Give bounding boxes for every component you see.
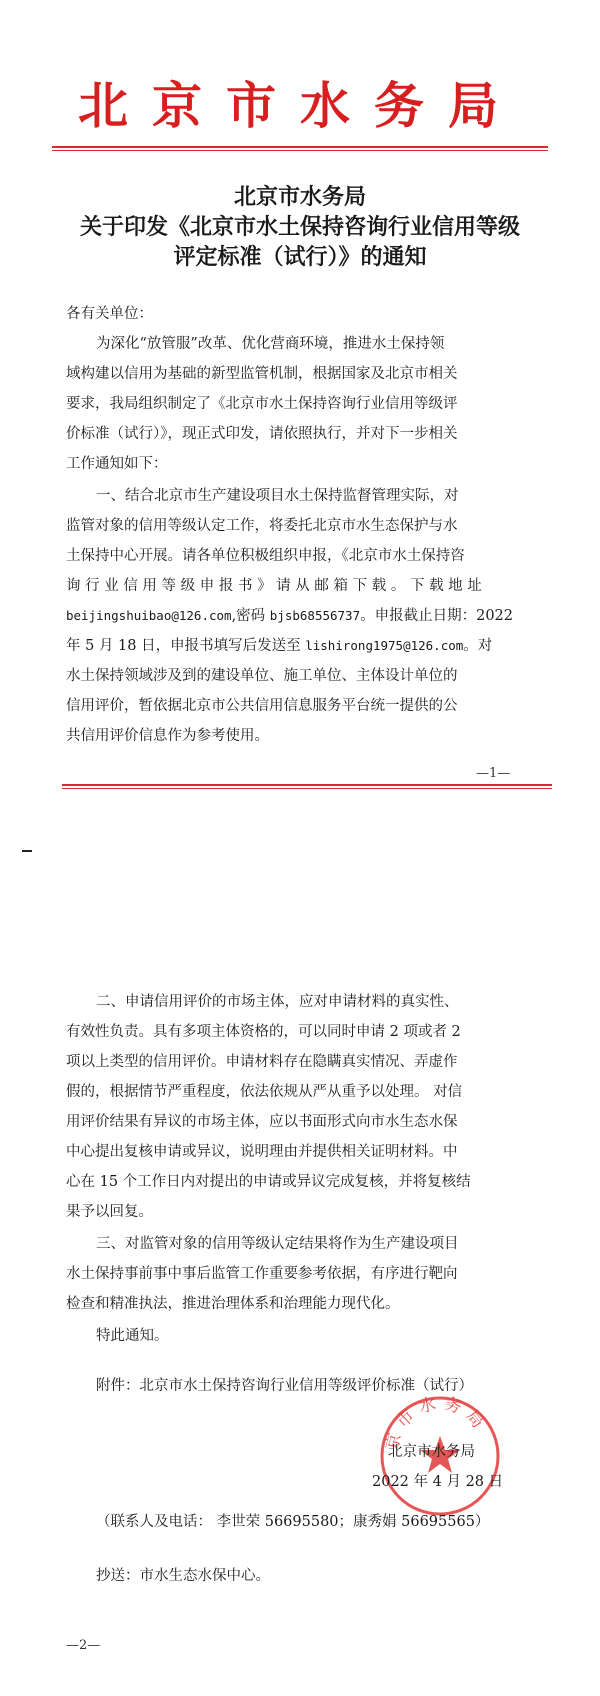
item-1-line: 一、结合北京市生产建设项目水土保持监督管理实际，对 [96,488,459,504]
document-title-line-3: 评定标准（试行）》的通知 [173,244,427,270]
item-1-line: 土保持中心开展。请各单位积极组织申报，《北京市水土保持咨 [66,548,465,564]
footer-red-rule [62,784,552,786]
item-2-line: 项以上类型的信用评价。申请材料存在隐瞒真实情况、弄虚作 [66,1054,458,1070]
item-2-line: 中心提出复核申请或异议，说明理由并提供相关证明材料。中 [66,1144,458,1160]
item-2-line: 心在 15 个工作日内对提出的申请或异议完成复核，并将复核结 [66,1174,471,1190]
item-1-line: 监管对象的信用等级认定工作，将委托北京市水生态保护与水 [66,518,458,534]
masthead-title: 北京市水务局 [78,77,522,135]
intro-line: 要求，我局组织制定了《北京市水土保持咨询行业信用等级评 [66,396,458,412]
margin-mark [22,850,32,852]
svg-text:京市水务局: 京市水务局 [381,1393,492,1453]
item-2-line: 二、申请信用评价的市场主体，应对申请材料的真实性、 [96,994,459,1010]
contact-line: （联系人及电话： 李世荣 56695580；康秀娟 56695565） [96,1514,490,1530]
item-2-line: 果予以回复。 [66,1204,153,1220]
intro-line: 价标准（试行）》，现正式印发，请依照执行，并对下一步相关 [66,426,458,442]
intro-line: 域构建以信用为基础的新型监管机制，根据国家及北京市相关 [66,366,458,382]
salutation: 各有关单位： [66,306,153,322]
closing-text: 特此通知。 [96,1328,169,1344]
download-email[interactable]: beijingshuibao@126.com [66,608,232,623]
item-2-line: 用评价结果有异议的市场主体，应以书面形式向市水生态水保 [66,1114,458,1130]
document-title-line-2: 关于印发《北京市水土保持咨询行业信用等级 [79,214,520,240]
signature-date: 2022 年 4 月 28 日 [372,1474,504,1490]
download-password: bjsb68556737 [269,608,361,623]
item-3-line: 检查和精准执法，推进治理体系和治理能力现代化。 [66,1296,400,1312]
item-1-download-line [66,606,513,626]
attachment-line: 附件：北京市水土保持咨询行业信用等级评价标准（试行） [96,1378,473,1394]
intro-line: 为深化“放管服”改革、优化营商环境，推进水土保持领 [96,336,445,352]
page-2-number: —2— [66,1638,101,1653]
item-3-line: 水土保持事前事中事后监管工作重要参考依据，有序进行靶向 [66,1266,458,1282]
footer-red-rule-thin [62,788,552,789]
item-1-line: 信用评价，暂依据北京市公共信用信息服务平台统一提供的公 [66,698,458,714]
submit-end: 。对 [463,638,493,654]
deadline-date: 年 5 月 18 日，申报书填写后发送至 [66,638,301,654]
submit-email[interactable]: lishirong1975@126.com [305,638,464,653]
signature-org: 北京市水务局 [388,1444,475,1460]
page-1-number: —1— [476,766,511,781]
masthead-red-rule-thin [52,150,548,151]
cc-line: 抄送：市水生态水保中心。 [96,1568,270,1584]
item-1-submit-line [66,636,492,656]
item-3-line: 三、对监管对象的信用等级认定结果将作为生产建设项目 [96,1236,459,1252]
masthead-red-rule [52,146,548,148]
item-1-line: 水土保持领域涉及到的建设单位、施工单位、主体设计单位的 [66,668,458,684]
item-1-line: 询 行 业 信 用 等 级 申 报 书 》 请 从 邮 箱 下 载 。 下 载 地 址 [66,578,482,594]
intro-line: 工作通知如下： [66,456,168,472]
password-label: ,密码 [231,608,266,624]
document-title-line-1: 北京市水务局 [233,184,366,210]
item-1-line: 共信用评价信息作为参考使用。 [66,728,269,744]
item-2-line: 假的，根据情节严重程度，依法依规从严从重予以处理。 对信 [66,1084,463,1100]
deadline-text: 。申报截止日期：2022 [360,608,514,624]
item-2-line: 有效性负责。具有多项主体资格的，可以同时申请 2 项或者 2 [66,1024,461,1040]
